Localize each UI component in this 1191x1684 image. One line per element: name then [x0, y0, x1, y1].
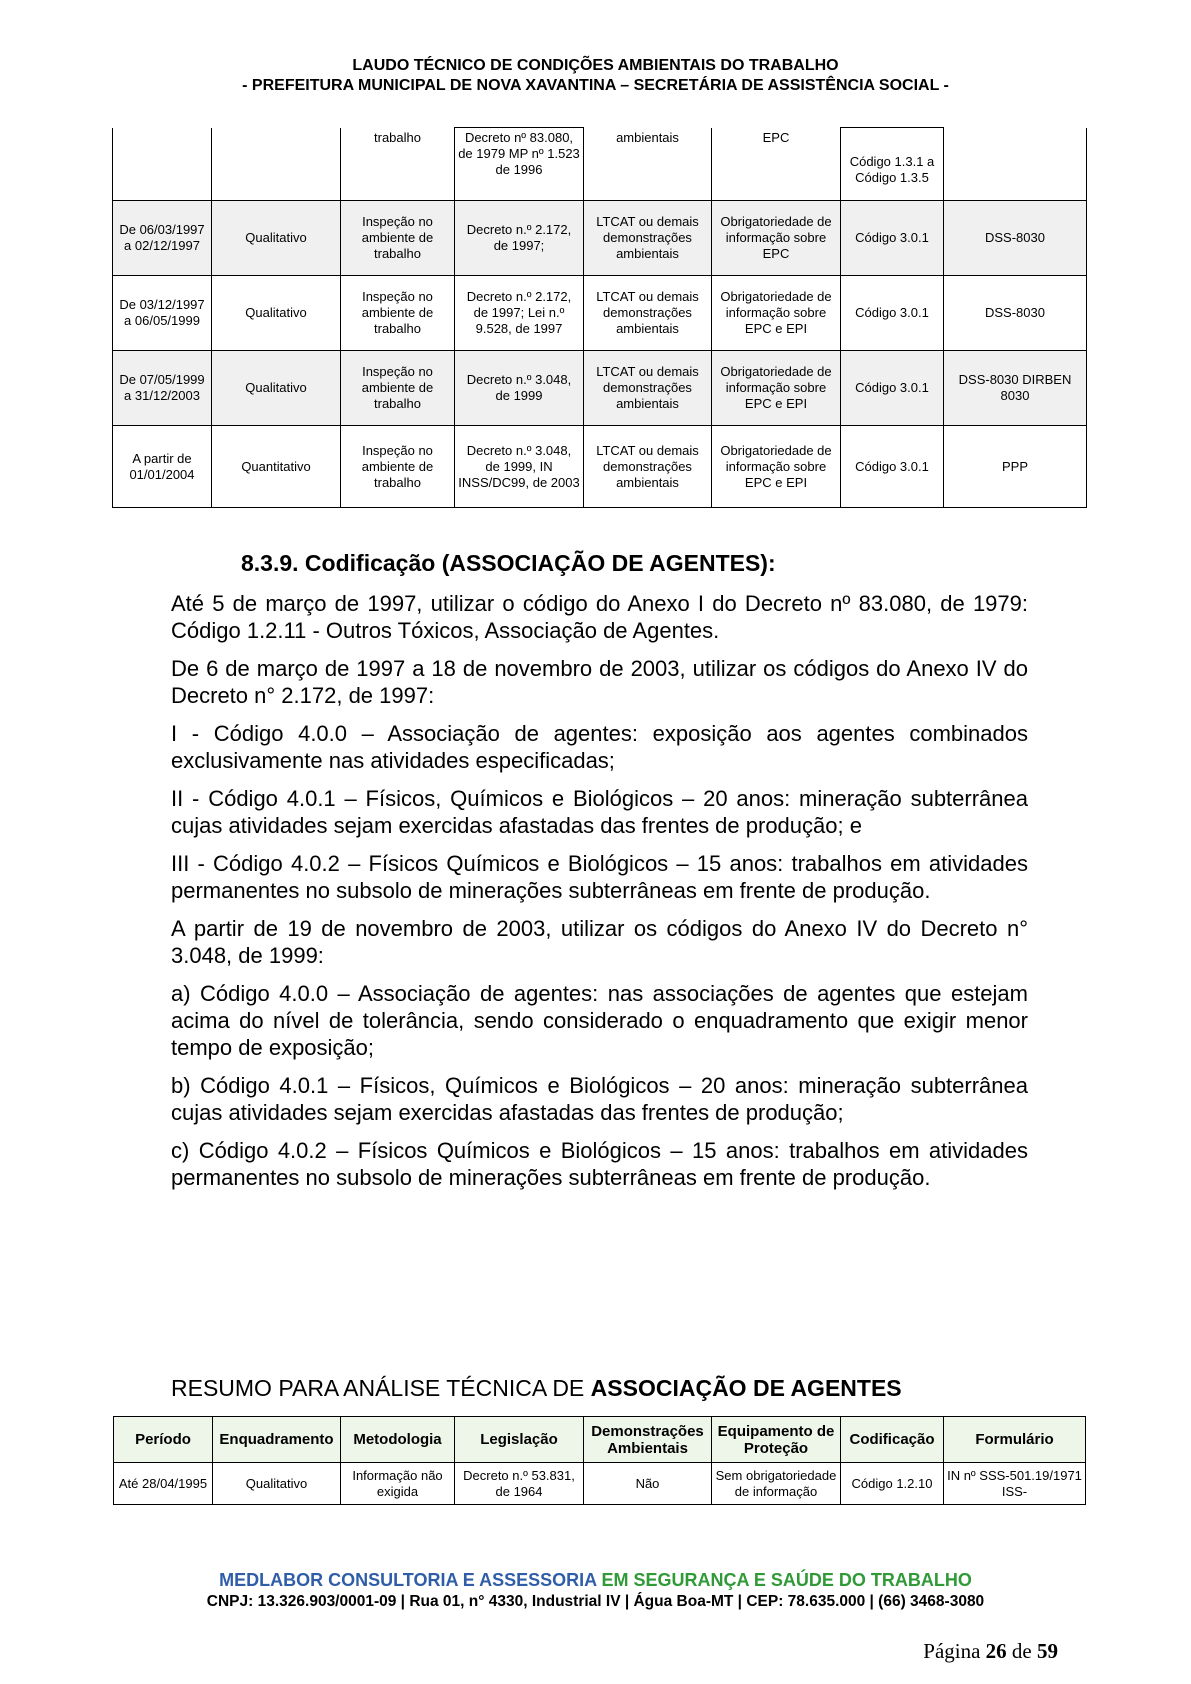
table-cell-codificacao: Código 3.0.1 [841, 351, 944, 426]
table-cell: Até 28/04/1995 [114, 1463, 213, 1505]
table-cell-demonstracoes: LTCAT ou demais demonstrações ambientais [584, 276, 712, 351]
paragraph: I - Código 4.0.0 – Associação de agentes: exposição aos agentes combinados exclusivamente nas atividades especificadas; [171, 721, 1028, 773]
page-number [923, 1639, 1058, 1664]
paragraph: II - Código 4.0.1 – Físicos, Químicos e Biológicos – 20 anos: mineração subterrânea cujas atividades sejam exercidas afastadas das frentes de produção; e [171, 786, 1028, 838]
column-header: Enquadramento [213, 1417, 341, 1463]
paragraph: c) Código 4.0.2 – Físicos Químicos e Biológicos – 15 anos: trabalhos em atividades permanentes no subsolo de minerações subterrâneas em frente de produção. [171, 1138, 1028, 1190]
table-cell: IN nº SSS-501.19/1971 ISS- [944, 1463, 1086, 1505]
table-row [113, 426, 1087, 508]
table-cell-demonstracoes: LTCAT ou demais demonstrações ambientais [584, 351, 712, 426]
table-cell-equipamento: Obrigatoriedade de informação sobre EPC [712, 201, 841, 276]
table-cell-demonstracoes: LTCAT ou demais demonstrações ambientais [584, 426, 712, 508]
table-cell [113, 128, 212, 201]
table-cell: Informação não exigida [341, 1463, 455, 1505]
column-header: Demonstrações Ambientais [584, 1417, 712, 1463]
summary-title-plain: RESUMO PARA ANÁLISE TÉCNICA DE [171, 1375, 591, 1401]
table-cell: EPC [712, 128, 841, 201]
table-cell: ambientais [584, 128, 712, 201]
table-cell-legislacao: Decreto n.º 3.048, de 1999 [455, 351, 584, 426]
table-cell-legislacao: Decreto n.º 2.172, de 1997; [455, 201, 584, 276]
table-cell: Qualitativo [213, 1463, 341, 1505]
table-cell-enquadramento: Qualitativo [212, 351, 341, 426]
table-cell-periodo: De 06/03/1997 a 02/12/1997 [113, 201, 212, 276]
table-header-row [114, 1417, 1086, 1463]
column-header: Metodologia [341, 1417, 455, 1463]
table-cell: Decreto n.º 53.831, de 1964 [455, 1463, 584, 1505]
footer-company-tagline: EM SEGURANÇA E SAÚDE DO TRABALHO [596, 1570, 972, 1590]
footer-company-name: MEDLABOR CONSULTORIA E ASSESSORIA [219, 1570, 597, 1590]
table-cell [944, 128, 1087, 201]
column-header: Equipamento de Proteção [712, 1417, 841, 1463]
column-header: Codificação [841, 1417, 944, 1463]
table-cell-periodo: A partir de 01/01/2004 [113, 426, 212, 508]
footer-company [0, 1569, 1191, 1592]
table-cell-equipamento: Obrigatoriedade de informação sobre EPC e EPI [712, 351, 841, 426]
column-header: Formulário [944, 1417, 1086, 1463]
paragraph: III - Código 4.0.2 – Físicos Químicos e Biológicos – 15 anos: trabalhos em atividades permanentes no subsolo de minerações subterrâneas em frente de produção. [171, 851, 1028, 903]
paragraph: b) Código 4.0.1 – Físicos, Químicos e Biológicos – 20 anos: mineração subterrânea cujas atividades sejam exercidas afastadas das frentes de produção; [171, 1073, 1028, 1125]
paragraph: Até 5 de março de 1997, utilizar o código do Anexo I do Decreto nº 83.080, de 1979: Código 1.2.11 - Outros Tóxicos, Associação de Agentes. [171, 591, 1028, 643]
table-row [113, 201, 1087, 276]
table-cell-enquadramento: Quantitativo [212, 426, 341, 508]
table-row [113, 128, 1087, 201]
table-cell-formulario: DSS-8030 DIRBEN 8030 [944, 351, 1087, 426]
page-current: 26 [985, 1639, 1007, 1663]
table-row [113, 276, 1087, 351]
table-cell-equipamento: Obrigatoriedade de informação sobre EPC e EPI [712, 426, 841, 508]
table-cell-periodo: De 03/12/1997 a 06/05/1999 [113, 276, 212, 351]
footer-address: CNPJ: 13.326.903/0001-09 | Rua 01, n° 4330, Industrial IV | Água Boa-MT | CEP: 78.635.000 | (66) 3468-3080 [206, 1593, 985, 1610]
summary-title [171, 1375, 902, 1402]
table-cell-codificacao: Código 3.0.1 [841, 276, 944, 351]
table-cell-demonstracoes: LTCAT ou demais demonstrações ambientais [584, 201, 712, 276]
table-cell: trabalho [341, 128, 455, 201]
table-cell-enquadramento: Qualitativo [212, 201, 341, 276]
table-cell: Código 1.3.1 a Código 1.3.5 [841, 128, 944, 201]
page-total: 59 [1037, 1639, 1058, 1663]
legislation-table [112, 127, 1087, 508]
table-cell-legislacao: Decreto n.º 3.048, de 1999, IN INSS/DC99, de 2003 [455, 426, 584, 508]
paragraph: A partir de 19 de novembro de 2003, utilizar os códigos do Anexo IV do Decreto n° 3.048, de 1999: [171, 916, 1028, 968]
header-title: LAUDO TÉCNICO DE CONDIÇÕES AMBIENTAIS DO TRABALHO [352, 57, 839, 74]
table-cell-equipamento: Obrigatoriedade de informação sobre EPC e EPI [712, 276, 841, 351]
table-cell-formulario: DSS-8030 [944, 201, 1087, 276]
table-cell-codificacao: Código 3.0.1 [841, 201, 944, 276]
table-cell: Não [584, 1463, 712, 1505]
page-separator: de [1006, 1639, 1037, 1663]
section-title: 8.3.9. Codificação (ASSOCIAÇÃO DE AGENTES): [241, 550, 776, 576]
document-footer [0, 1569, 1191, 1612]
table-cell-metodologia: Inspeção no ambiente de trabalho [341, 351, 455, 426]
table-cell-formulario: DSS-8030 [944, 276, 1087, 351]
table-cell: Sem obrigatoriedade de informação [712, 1463, 841, 1505]
page-label: Página [923, 1639, 986, 1663]
table-cell-enquadramento: Qualitativo [212, 276, 341, 351]
table-cell-metodologia: Inspeção no ambiente de trabalho [341, 201, 455, 276]
document-header [0, 56, 1191, 96]
table-cell: Código 1.2.10 [841, 1463, 944, 1505]
table-cell-legislacao: Decreto n.º 2.172, de 1997; Lei n.º 9.528, de 1997 [455, 276, 584, 351]
summary-table [113, 1416, 1086, 1505]
column-header: Legislação [455, 1417, 584, 1463]
table-row [114, 1463, 1086, 1505]
summary-title-bold: ASSOCIAÇÃO DE AGENTES [590, 1375, 902, 1401]
table-cell-metodologia: Inspeção no ambiente de trabalho [341, 276, 455, 351]
table-cell-metodologia: Inspeção no ambiente de trabalho [341, 426, 455, 508]
header-subtitle: - PREFEITURA MUNICIPAL DE NOVA XAVANTINA – SECRETÁRIA DE ASSISTÊNCIA SOCIAL - [242, 77, 949, 94]
paragraph: a) Código 4.0.0 – Associação de agentes: nas associações de agentes que estejam acima do nível de tolerância, sendo considerado o enquadramento que exigir menor tempo de exposição; [171, 981, 1028, 1060]
table-cell-periodo: De 07/05/1999 a 31/12/2003 [113, 351, 212, 426]
table-row [113, 351, 1087, 426]
table-cell-codificacao: Código 3.0.1 [841, 426, 944, 508]
table-cell: Decreto nº 83.080, de 1979 MP nº 1.523 de 1996 [455, 128, 584, 201]
column-header: Período [114, 1417, 213, 1463]
table-cell [212, 128, 341, 201]
paragraph: De 6 de março de 1997 a 18 de novembro de 2003, utilizar os códigos do Anexo IV do Decreto n° 2.172, de 1997: [171, 656, 1028, 708]
section-body [171, 590, 1028, 1202]
table-cell-formulario: PPP [944, 426, 1087, 508]
